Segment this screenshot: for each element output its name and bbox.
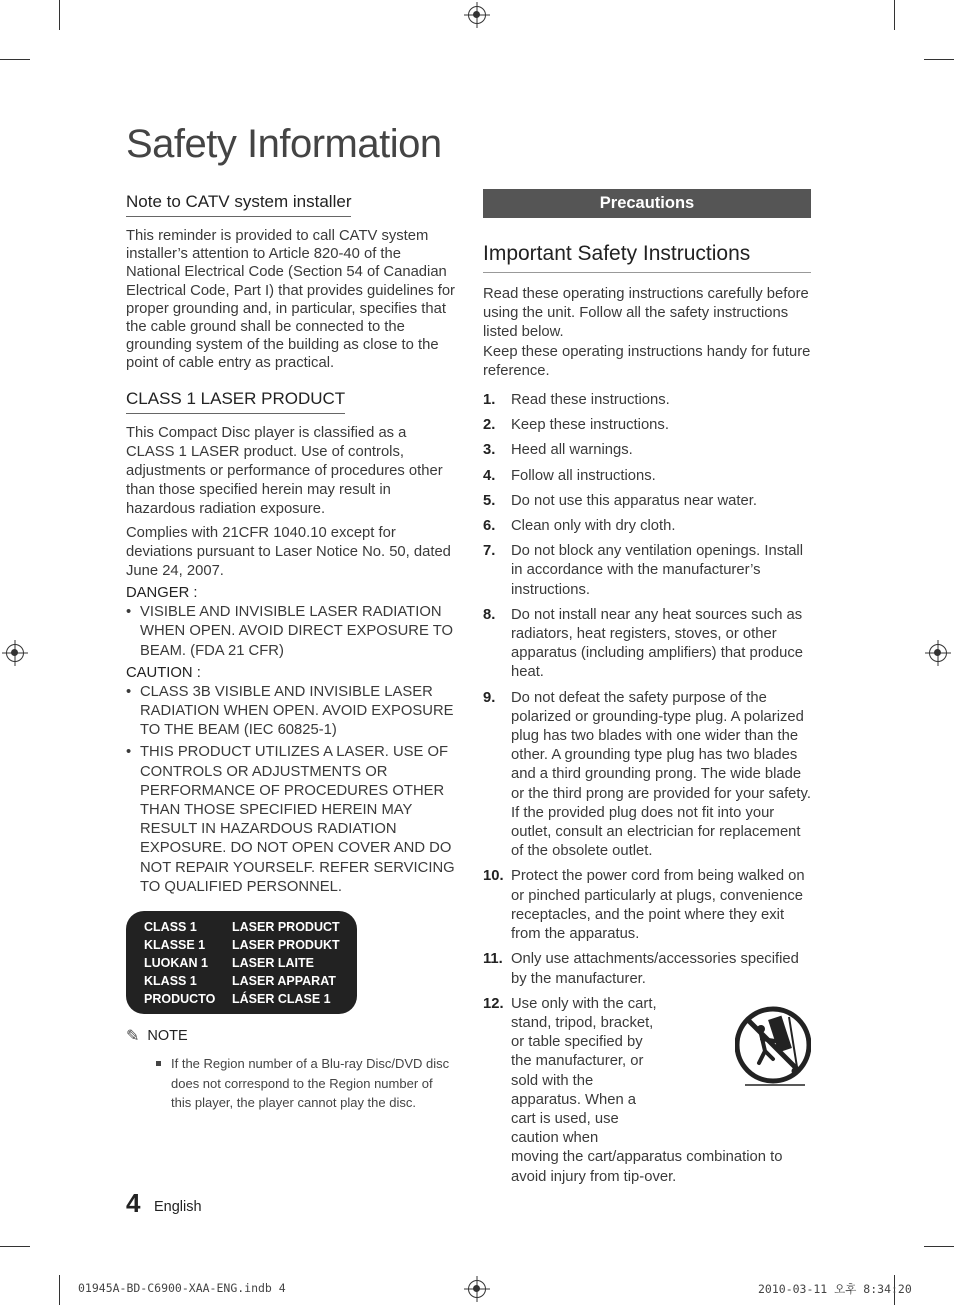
laser-label-product: LÁSER CLASE 1 <box>232 992 331 1007</box>
laser-label-row <box>144 990 357 1008</box>
laser-label-product: LASER LAITE <box>232 956 314 971</box>
list-item <box>483 391 813 410</box>
registration-mark-icon <box>468 6 486 24</box>
note-label: NOTE <box>147 1028 188 1045</box>
note-heading <box>126 1026 456 1046</box>
right-column <box>483 189 813 1193</box>
laser-label-row <box>144 918 357 936</box>
page-title: Safety Information <box>126 122 442 166</box>
list-item <box>483 441 813 460</box>
item-number: 2. <box>483 417 496 434</box>
item-text: Read these instructions. <box>511 392 670 409</box>
laser-label-row <box>144 972 357 990</box>
laser-label-class: PRODUCTO <box>144 992 216 1007</box>
item-text: Clean only with dry cloth. <box>511 518 676 535</box>
item-12-text-a: Use only with the cart, stand, tripod, bracket, or table specified by the manufacturer, or sold with the apparatus. When a cart is used, use caution when <box>511 995 657 1147</box>
crop-mark <box>0 59 30 60</box>
note-item: If the Region number of a Blu-ray Disc/DVD disc does not correspond to the Region number of this player, the player cannot play the disc. <box>156 1054 456 1113</box>
crop-mark <box>59 1275 60 1305</box>
list-item <box>483 492 813 511</box>
list-item <box>483 467 813 486</box>
item-text: Keep these instructions. <box>511 417 669 434</box>
list-item <box>483 995 813 1187</box>
intro-text-1: Read these operating instructions carefully before using the unit. Follow all the safety instructions listed below. <box>483 286 809 341</box>
crop-mark <box>924 59 954 60</box>
laser-label-class: LUOKAN 1 <box>144 956 208 971</box>
laser-label-product: LASER APPARAT <box>232 974 336 989</box>
footer-filename: 01945A-BD-C6900-XAA-ENG.indb 4 <box>78 1281 286 1295</box>
item-number: 10. <box>483 868 504 885</box>
danger-label: DANGER : <box>126 585 198 602</box>
list-item: • CLASS 3B VISIBLE AND INVISIBLE LASER RADIATION WHEN OPEN. AVOID EXPOSURE TO THE BEAM (IEC 60825-1) <box>126 683 456 741</box>
crop-mark <box>59 0 60 30</box>
item-text: Do not install near any heat sources such as radiators, heat registers, stoves, or other apparatus (including amplifiers) that produce heat. <box>511 606 803 681</box>
registration-mark-icon <box>929 644 947 662</box>
list-item: • THIS PRODUCT UTILIZES A LASER. USE OF CONTROLS OR ADJUSTMENTS OR PERFORMANCE OF PROCEDURES OTHER THAN THOSE SPECIFIED HEREIN MAY RESULT IN HAZARDOUS RADIATION EXPOSURE. DO NOT OPEN COVER AND DO NOT REPAIR YOURSELF. REFER SERVICING TO QUALIFIED PERSONNEL. <box>126 743 456 897</box>
crop-mark <box>0 1246 30 1247</box>
item-12-text-b: moving the cart/apparatus combination to avoid injury from tip-over. <box>511 1149 783 1185</box>
list-item: • VISIBLE AND INVISIBLE LASER RADIATION WHEN OPEN. AVOID DIRECT EXPOSURE TO BEAM. (FDA 21 CFR) <box>126 603 456 661</box>
footer-date: 2010-03-11 오후 8:34:20 <box>758 1282 912 1296</box>
item-text: Do not block any ventilation openings. Install in accordance with the manufacturer’s instructions. <box>511 543 804 598</box>
list-item <box>483 517 813 536</box>
list-item <box>483 950 813 988</box>
crop-mark <box>894 0 895 30</box>
item-number: 9. <box>483 689 496 706</box>
page-number: 4 <box>126 1188 141 1218</box>
crop-mark <box>924 1246 954 1247</box>
item-number: 8. <box>483 606 496 623</box>
list-item <box>483 689 813 862</box>
catv-text: This reminder is provided to call CATV system installer’s attention to Article 820-40 of the National Electrical Code (Section 54 of Canadian Electrical Code, Part I) that provides guidelines for proper grounding and, in particular, specifies that the cable ground shall be connected to the grounding system of the building as close to the point of cable entry as practical. <box>126 228 455 372</box>
cart-tipover-warning-icon <box>735 999 811 1095</box>
list-item <box>483 867 813 944</box>
registration-mark-icon <box>6 644 24 662</box>
item-text: Do not defeat the safety purpose of the polarized or grounding-type plug. A polarized plug has two blades with one wider than the other. A grounding type plug has two blades and a third grounding prong. The wide blade or the third prong are provided for your safety. If the provided plug does not fit into your outlet, consult an electrician for replacement of the obsolete outlet. <box>511 689 811 860</box>
item-number: 11. <box>483 951 503 968</box>
intro-text-2: Keep these operating instructions handy for future reference. <box>483 343 811 379</box>
safety-heading: Important Safety Instructions <box>483 242 811 273</box>
instructions-list <box>483 391 813 1187</box>
left-column <box>126 192 456 1113</box>
item-number: 12. <box>483 995 504 1012</box>
pencil-icon: ✎ <box>126 1028 140 1046</box>
item-number: 6. <box>483 518 496 535</box>
item-number: 3. <box>483 442 496 459</box>
catv-heading: Note to CATV system installer <box>126 192 351 217</box>
laser-heading: CLASS 1 LASER PRODUCT <box>126 389 345 414</box>
laser-label-class: KLASS 1 <box>144 974 197 989</box>
precautions-bar: Precautions <box>483 189 811 218</box>
laser-label-row <box>144 954 357 972</box>
item-text: Protect the power cord from being walked on or pinched particularly at plugs, convenience receptacles, and the point where they exit from the apparatus. <box>511 868 805 943</box>
list-item <box>483 416 813 435</box>
laser-label-class: CLASS 1 <box>144 920 197 935</box>
item-text: Only use attachments/accessories specified by the manufacturer. <box>511 951 799 987</box>
laser-text-1: This Compact Disc player is classified as a CLASS 1 LASER product. Use of controls, adjustments or performance of procedures other than those specified herein may result in hazardous radiation exposure. <box>126 424 443 518</box>
laser-label-row <box>144 936 357 954</box>
page-language: English <box>154 1199 202 1215</box>
list-item <box>483 606 813 683</box>
registration-mark-icon <box>468 1280 486 1298</box>
laser-label-class: KLASSE 1 <box>144 938 206 953</box>
item-text: Follow all instructions. <box>511 467 656 484</box>
laser-text-2: Complies with 21CFR 1040.10 except for deviations pursuant to Laser Notice No. 50, dated June 24, 2007. <box>126 524 451 580</box>
item-number: 7. <box>483 543 496 560</box>
laser-class-label <box>126 911 357 1014</box>
list-item <box>483 542 813 600</box>
caution-label: CAUTION : <box>126 664 201 681</box>
laser-label-product: LASER PRODUKT <box>232 938 340 953</box>
item-number: 1. <box>483 392 496 409</box>
item-text <box>511 995 813 1187</box>
item-number: 4. <box>483 467 496 484</box>
item-text: Do not use this apparatus near water. <box>511 492 757 509</box>
danger-list <box>126 603 456 661</box>
item-number: 5. <box>483 492 496 509</box>
caution-list <box>126 683 456 897</box>
item-text: Heed all warnings. <box>511 442 633 459</box>
laser-label-product: LASER PRODUCT <box>232 920 340 935</box>
